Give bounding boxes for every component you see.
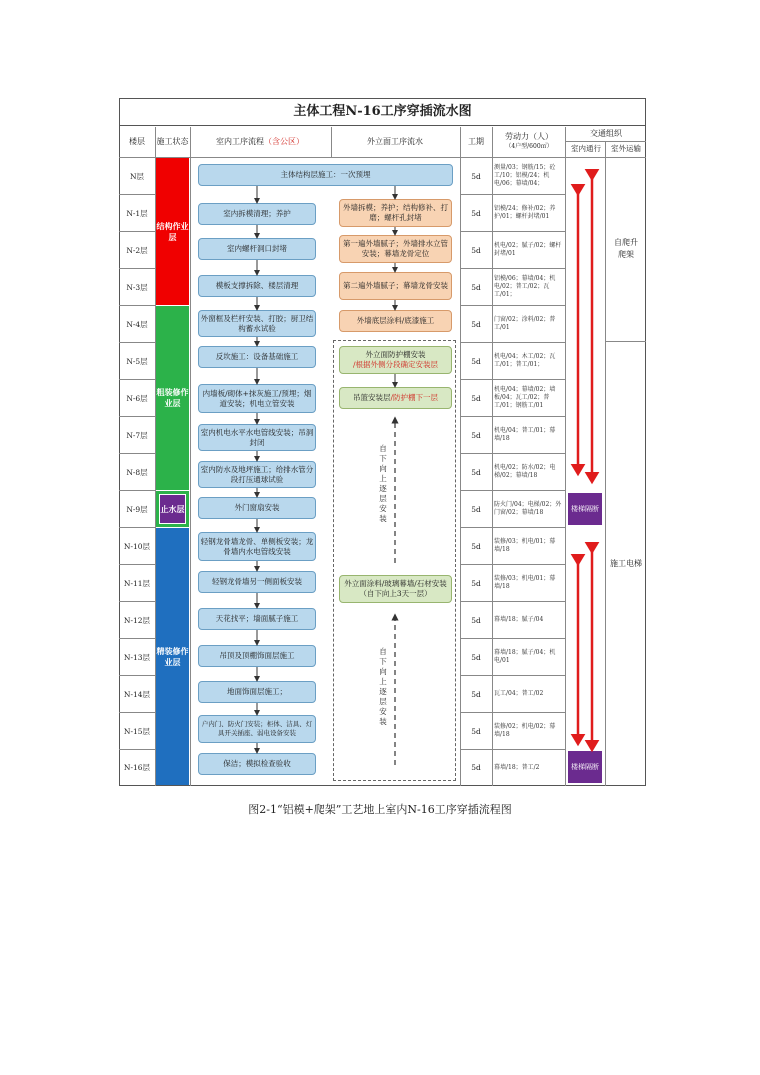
stair-block-upper: 楼梯隔断 <box>568 493 602 525</box>
indoor-step: 地面饰面层施工； <box>198 681 316 703</box>
floor-label: N-14层 <box>123 689 151 699</box>
period-cell: 5d <box>471 726 481 736</box>
labor-cell: 测量/03；钢筋/15；砼工/10；铝模/24；机电/06；幕墙/04； <box>494 164 556 187</box>
indoor-step: 轻钢龙骨墙龙骨、单侧板安装；龙骨墙内水电管线安装 <box>198 532 316 561</box>
vertical-note-upper: 自下向上逐层安装 <box>379 444 387 523</box>
floor-label: N-9层 <box>126 504 148 514</box>
indoor-step: 室内拆模清理；养护 <box>198 203 316 225</box>
labor-cell: 机电/04；木工/02；瓦工/01；普工/01； <box>494 353 556 368</box>
period-cell: 5d <box>471 652 481 662</box>
header-labor-label: 劳动力（人） <box>505 132 553 141</box>
period-cell: 5d <box>471 356 481 366</box>
labor-cell: 铝模/24；修补/02；养护/01；螺杆封堵/01 <box>494 205 556 220</box>
labor-cell: 瓦工/04；普工/02 <box>494 690 544 697</box>
labor-cell: 防火门/04；电梯/02；外门窗/02；幕墙/18 <box>494 501 562 516</box>
floor-label: N层 <box>129 171 145 181</box>
diagram-title: 主体工程N-16工序穿插流水图 <box>119 98 646 126</box>
outdoor-step-text: 外立面防护棚安装 <box>365 350 426 359</box>
state-structure: 结构作业层 <box>156 158 189 305</box>
outdoor-step: 外立面涂料/玻璃幕墙/石材安装（自下向上3天一层） <box>339 575 452 603</box>
indoor-step: 模板支撑拆除、楼层清理 <box>198 275 316 297</box>
outdoor-step: 外墙底层涂料/底漆施工 <box>339 310 452 332</box>
traffic-red-arrows <box>578 175 592 746</box>
state-rough: 粗装修作业层 <box>156 306 189 490</box>
outdoor-step: 外墙拆模；养护；结构修补、打磨；螺杆孔封堵 <box>339 199 452 227</box>
floor-label: N-5层 <box>126 356 148 366</box>
period-cell: 5d <box>471 171 481 181</box>
state-fine: 精装修作业层 <box>156 528 189 785</box>
period-cell: 5d <box>471 430 481 440</box>
floor-label: N-6层 <box>126 393 148 403</box>
indoor-step: 反坎施工：设备基础施工 <box>198 346 316 368</box>
period-cell: 5d <box>471 282 481 292</box>
indoor-step: 室内机电水平水电管线安装；吊洞封闭 <box>198 424 316 451</box>
labor-cell: 机电/02；防水/02；电梯/02；幕墙/18 <box>494 464 556 479</box>
floor-label: N-4层 <box>126 319 148 329</box>
outdoor-step-note: /防护棚下一层 <box>390 393 439 402</box>
labor-cell: 铝模/06；幕墙/04；机电/02；普工/02；瓦工/01； <box>494 275 556 298</box>
period-cell: 5d <box>471 763 481 772</box>
period-cell: 5d <box>471 245 481 255</box>
header-period: 工期 <box>468 137 484 146</box>
floor-label: N-16层 <box>123 763 151 772</box>
period-cell: 5d <box>471 208 481 218</box>
indoor-connector-arrows <box>257 186 395 751</box>
floor-label: N-11层 <box>123 578 151 588</box>
header-traffic: 交通组织 <box>590 129 622 138</box>
labor-cell: 幕墙/18；腻子/04 <box>494 616 544 623</box>
figure-caption: 图2-1“铝模+爬架”工艺地上室内N-16工序穿插流程图 <box>248 803 512 816</box>
labor-cell: 装修/03；机电/01；幕墙/18 <box>494 575 556 590</box>
indoor-step: 保洁；模拟检查验收 <box>198 753 316 775</box>
header-indoor-note: （含公区） <box>264 137 304 146</box>
stair-block-lower: 楼梯隔断 <box>568 751 602 783</box>
floor-label: N-2层 <box>126 245 148 255</box>
header-traffic-in: 室内通行 <box>571 144 601 153</box>
period-cell: 5d <box>471 319 481 329</box>
floor-label: N-1层 <box>126 208 148 218</box>
outdoor-step: 第一遍外墙腻子；外墙排水立管安装；幕墙龙骨定位 <box>339 235 452 263</box>
floor-label: N-15层 <box>123 726 151 736</box>
period-cell: 5d <box>471 541 481 551</box>
labor-cell: 幕墙/18；普工/2 <box>494 763 540 771</box>
header-state: 施工状态 <box>156 137 189 146</box>
state-water: 止水层 <box>159 494 186 524</box>
indoor-step: 吊顶及顶棚饰面层施工 <box>198 645 316 667</box>
period-cell: 5d <box>471 578 481 588</box>
vertical-note-lower: 自下向上逐层安装 <box>379 647 387 726</box>
labor-cell: 机电/04；幕墙/02；墙板/04；瓦工/02；普工/01；钢筋工/01 <box>494 386 556 409</box>
indoor-step: 天花找平；墙面腻子施工 <box>198 608 316 630</box>
outdoor-step: 第二遍外墙腻子；幕墙龙骨安装 <box>339 272 452 300</box>
traffic-lift-climb: 自爬升爬架 <box>614 238 638 259</box>
indoor-step: 外门窗扇安装 <box>198 497 316 519</box>
floor-label: N-12层 <box>123 615 151 625</box>
indoor-step: 户内门、防火门安装；柜体、洁具、灯具开关插座、弱电设备安装 <box>198 715 316 743</box>
outdoor-step-text: 吊篮安装层 <box>352 393 391 402</box>
labor-cell: 机电/02；腻子/02；螺杆封堵/01 <box>494 242 562 257</box>
period-cell: 5d <box>471 504 481 514</box>
traffic-elevator: 施工电梯 <box>610 558 642 568</box>
labor-cell: 机电/04；普工/01；幕墙/18 <box>494 427 556 442</box>
period-cell: 5d <box>471 393 481 403</box>
header-labor-sub: （4户型/600㎡） <box>505 143 553 150</box>
period-cell: 5d <box>471 467 481 477</box>
indoor-step: 轻钢龙骨墙另一侧面板安装 <box>198 571 316 593</box>
indoor-step: 外窗框及栏杆安装、打胶；厨卫结构蓄水试验 <box>198 310 316 337</box>
header-traffic-out: 室外运输 <box>611 144 641 153</box>
indoor-step: 主体结构层施工：一次预埋 <box>198 164 453 186</box>
labor-cell: 装修/03；机电/01；幕墙/18 <box>494 538 556 553</box>
floor-label: N-3层 <box>126 282 148 292</box>
indoor-step: 室内螺杆洞口封堵 <box>198 238 316 260</box>
labor-cell: 门窗/02；涂料/02；普工/01 <box>494 316 556 331</box>
indoor-step: 室内防水及地坪施工；给排水管分段打压通球试验 <box>198 461 316 488</box>
period-cell: 5d <box>471 615 481 625</box>
header-floor: 楼层 <box>129 137 145 146</box>
floor-label: N-13层 <box>123 652 151 662</box>
floor-label: N-7层 <box>126 430 148 440</box>
floor-label: N-10层 <box>123 541 151 551</box>
floor-label: N-8层 <box>126 467 148 477</box>
indoor-step: 内墙板/砌体+抹灰施工/预埋；烟道安装；机电立管安装 <box>198 384 316 413</box>
header-indoor-label: 室内工序流程 <box>216 137 264 146</box>
outdoor-step-note: /根据外侧分段确定安装层 <box>352 360 439 369</box>
labor-cell: 幕墙/18；腻子/04；机电/01 <box>494 649 556 664</box>
header-outdoor: 外立面工序流水 <box>367 137 423 146</box>
labor-cell: 装修/02；机电/02；幕墙/18 <box>494 723 556 738</box>
period-cell: 5d <box>471 689 481 699</box>
